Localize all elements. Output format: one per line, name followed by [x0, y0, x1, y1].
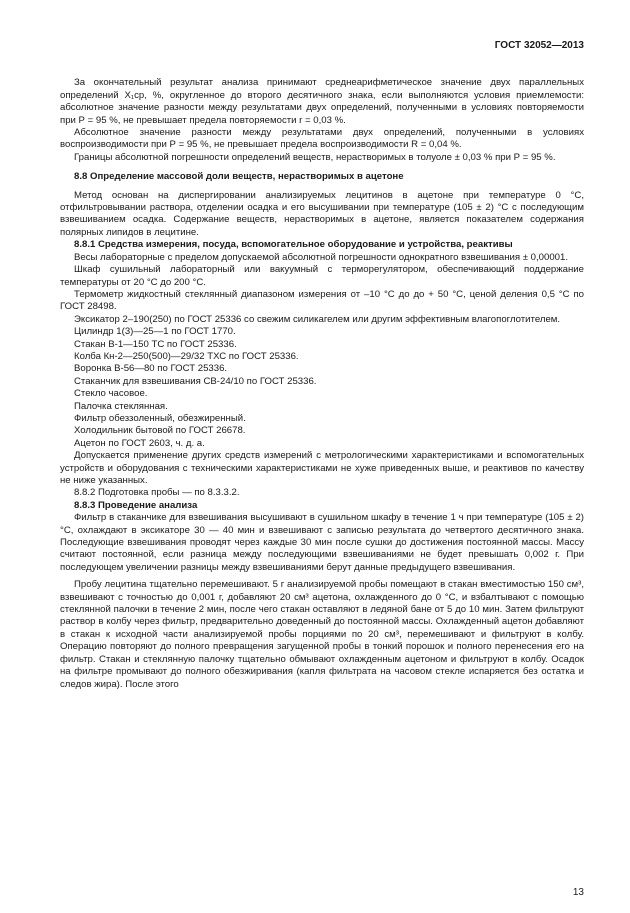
section-heading: 8.8.1 Средства измерения, посуда, вспомогательное оборудование и устройства, реактивы — [74, 239, 513, 251]
paragraph: За окончательный результат анализа принимают среднеарифметическое значение двух параллельных определений Х₁ср, %, округленное до второго десятичного знака, если выполняются условия приемлемости: абсолютное значение разности между результатами двух определений, полученными в условиях повторяемости при Р = 95 %, не превышает предела повторяемости r = 0,03 %. — [60, 77, 584, 126]
list-item: Ацетон по ГОСТ 2603, ч. д. а. — [74, 437, 205, 449]
document-body — [60, 77, 584, 691]
page-number: 13 — [572, 887, 584, 898]
paragraph: 8.8.2 Подготовка пробы — по 8.3.3.2. — [74, 487, 240, 499]
list-item: Стекло часовое. — [74, 388, 148, 400]
list-item: Палочка стеклянная. — [74, 400, 168, 412]
section-heading: 8.8 Определение массовой доли веществ, нерастворимых в ацетоне — [74, 171, 404, 183]
list-item: Цилиндр 1(3)—25—1 по ГОСТ 1770. — [74, 326, 236, 338]
list-item: Холодильник бытовой по ГОСТ 26678. — [74, 425, 246, 437]
standard-header: ГОСТ 32052—2013 — [494, 40, 584, 51]
paragraph: Границы абсолютной погрешности определений веществ, нерастворимых в толуоле ± 0,03 % при Р = 95 %. — [74, 151, 556, 163]
list-item: Воронка В-56—80 по ГОСТ 25336. — [74, 363, 228, 375]
list-item: Фильтр обеззоленный, обезжиренный. — [74, 412, 246, 424]
paragraph: Допускается применение других средств измерений с метрологическими характеристиками и вспомогательных устройств и оборудования с техническими характеристиками не хуже приведенных выше, и реактивов по качеству не ниже указанных. — [60, 450, 584, 486]
paragraph: Термометр жидкостный стеклянный диапазоном измерения от –10 °С до до + 50 °С, ценой деления 0,5 °С по ГОСТ 28498. — [60, 288, 584, 313]
paragraph: Весы лабораторные с пределом допускаемой абсолютной погрешности однократного взвешивания ± 0,00001. — [74, 251, 569, 263]
section-heading: 8.8.3 Проведение анализа — [74, 499, 198, 511]
paragraph: Эксикатор 2–190(250) по ГОСТ 25336 со свежим силикагелем или другим эффективным влагопоглотителем. — [74, 313, 561, 325]
list-item: Стакан В-1—150 ТС по ГОСТ 25336. — [74, 338, 237, 350]
paragraph: Абсолютное значение разности между результатами двух определений, полученными в условиях воспроизводимости при Р = 95 %, не превышает предела воспроизводимости R = 0,04 %. — [60, 127, 584, 151]
paragraph: Фильтр в стаканчике для взвешивания высушивают в сушильном шкафу в течение 1 ч при температуре (105 ± 2) °С, охлаждают в эксикаторе 30 — 40 мин и взвешивают с записью результата до четвертого десятичного знака. Последующие взвешивания проводят через каждые 30 мин после сушки до достижения постоянной массы. Массу считают постоянной, если разница между последующими взвешиваниями не будет превышать 0,002 г. При последующем увеличении разницы между взвешиваниями берут данные предыдущего взвешивания. — [60, 512, 584, 573]
list-item: Колба Кн-2—250(500)—29/32 ТХС по ГОСТ 25336. — [74, 350, 299, 362]
list-item: Стаканчик для взвешивания СВ-24/10 по ГОСТ 25336. — [74, 375, 317, 387]
paragraph: Шкаф сушильный лабораторный или вакуумный с терморегулятором, обеспечивающий поддержание температуры от 20 °С до 200 °С. — [60, 264, 584, 288]
paragraph: Метод основан на диспергировании анализируемых лецитинов в ацетоне при температуре 0 °С, отфильтровывании раствора, отделении осадка и его высушивании при температуре (105 ± 2) °С с последующим взвешиванием осадка. Содержание веществ, нерастворимых в ацетоне, является показателем содержания полярных липидов в лецитине. — [60, 189, 584, 238]
paragraph: Пробу лецитина тщательно перемешивают. 5 г анализируемой пробы помещают в стакан вместимостью 150 см³, взвешивают с точностью до 0,001 г, добавляют 20 см³ ацетона, охлажденного до 0 °С, и взбалтывают с помощью стеклянной палочки в течение 2 мин, после чего стакан оставляют в ледяной бане от 5 до 10 мин. Затем фильтруют раствор в колбу через фильтр, предварительно доведенный до постоянной массы. Охлажденный ацетон добавляют в стакан к исходной части анализируемой пробы порциями по 20 см³, перемешивают и фильтруют в колбу. Операцию повторяют до полного превращения загущенной пробы в тонкий порошок и полного перенесения его на фильтр. Стакан и стеклянную палочку тщательно обмывают охлажденным ацетоном и фильтруют в колбу. Осадок на фильтре промывают до полного обезжиривания (капля фильтрата на часовом стекле испаряется без остатка и следов жира). После этого — [60, 579, 584, 690]
